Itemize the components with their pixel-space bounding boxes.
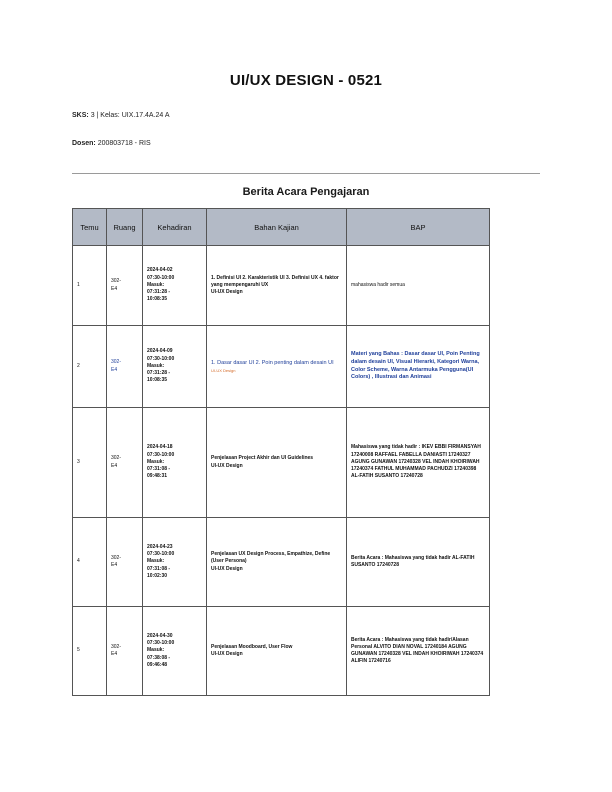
cell-bap: Mahasiswa yang tidak hadir : IKEV EBBI FIRMANSYAH 17240008 RAFFAEL FABELLA DANIASTI 17240327 AGUNG GUNAWAN 17240328 VEL INDAH KHOIRIWAH 17240374 FATHUL MUHAMMAD PACHUDZI 17240398 AL-FATIH SUSANTO 17240728 <box>347 408 490 518</box>
cell-kehadiran: 2024-04-30 07:30-10:00 Masuk: 07:38:08 - 09:46:48 <box>143 607 207 696</box>
kajian-tag: UI-UX Design <box>211 651 243 657</box>
cell-kehadiran: 2024-04-02 07:30-10:00 Masuk: 07:31:28 - 10:08:35 <box>143 246 207 326</box>
dosen-label: Dosen: <box>72 140 96 147</box>
kajian-text: Penjelasan UX Design Process, Empathize, Define (User Persona) <box>211 551 331 565</box>
cell-ruang: 302- E4 <box>107 326 143 408</box>
bap-table <box>72 208 490 696</box>
kajian-text: 1. Definisi UI 2. Karakteristik UI 3. Definisi UX 4. faktor yang mempengaruhi UX <box>211 274 339 288</box>
table-row <box>73 408 490 518</box>
section-title: Berita Acara Pengajaran <box>242 186 370 198</box>
cell-kehadiran: 2024-04-23 07:30-10:00 Masuk: 07:31:08 - 10:02:30 <box>143 518 207 607</box>
kajian-tag: UI-UX Design <box>211 289 243 296</box>
table-row <box>73 607 490 696</box>
dosen-value: 200803718 - RIS <box>97 140 151 147</box>
cell-bahan-kajian <box>207 518 347 607</box>
kajian-tag: UI-UX Design <box>211 367 236 373</box>
cell-bap: mahasiswa hadir semua <box>347 246 490 326</box>
kajian-text: 1. Dasar dasar UI 2. Poin penting dalam desain UI <box>211 359 334 366</box>
header-bahan-kajian: Bahan Kajian <box>207 209 347 246</box>
cell-bahan-kajian <box>207 326 347 408</box>
table-row <box>73 518 490 607</box>
cell-temu: 5 <box>73 607 107 696</box>
cell-temu: 1 <box>73 246 107 326</box>
header-temu: Temu <box>73 209 107 246</box>
kajian-text: Penjelasan Project Akhir dan UI Guidelines <box>211 455 314 462</box>
sks-label: SKS: <box>72 112 89 119</box>
cell-bap: Berita Acara : Mahasiswa yang tidak hadir/Alasan Personal ALVITO DIAN NOVAL 17240184 AGUNG GUNAWAN 17240328 VEL INDAH KHOIRIWAH 17240374 ALIFIN 17240716 <box>347 607 490 696</box>
sks-value: 3 | Kelas: UIX.17.4A.24 A <box>90 112 170 119</box>
cell-ruang: 302- E4 <box>107 408 143 518</box>
cell-temu: 3 <box>73 408 107 518</box>
cell-ruang: 302- E4 <box>107 518 143 607</box>
cell-bap: Materi yang Bahas : Dasar dasar UI, Poin Penting dalam desain UI, Visual Hierarki, Kategori Warna, Color Scheme, Warna Antarmuka Pengguna(UI Colors) , Illustrasi dan Animasi <box>347 326 490 408</box>
cell-bahan-kajian <box>207 408 347 518</box>
header-bap: BAP <box>347 209 490 246</box>
dosen-line <box>72 140 151 147</box>
table-row <box>73 326 490 408</box>
cell-temu: 2 <box>73 326 107 408</box>
header-ruang: Ruang <box>107 209 143 246</box>
cell-temu: 4 <box>73 518 107 607</box>
kajian-tag: UI-UX Design <box>211 565 243 572</box>
cell-bahan-kajian <box>207 607 347 696</box>
header-kehadiran: Kehadiran <box>143 209 207 246</box>
cell-bap: Berita Acara : Mahasiswa yang tidak hadir AL-FATIH SUSANTO 17240728 <box>347 518 490 607</box>
cell-bahan-kajian <box>207 246 347 326</box>
cell-ruang: 302- E4 <box>107 246 143 326</box>
table-header-row <box>73 209 490 246</box>
kajian-tag: UI-UX Design <box>211 462 243 469</box>
cell-kehadiran: 2024-04-09 07:30-10:00 Masuk: 07:31:28 - 10:08:35 <box>143 326 207 408</box>
cell-ruang: 302- E4 <box>107 607 143 696</box>
table-row <box>73 246 490 326</box>
cell-kehadiran: 2024-04-18 07:30-10:00 Masuk: 07:31:08 - 09:48:31 <box>143 408 207 518</box>
sks-line <box>72 112 170 119</box>
page-title: UI/UX DESIGN - 0521 <box>229 72 383 89</box>
kajian-text: Penjelasan Moodboard, User Flow <box>211 643 293 650</box>
divider <box>72 173 540 174</box>
